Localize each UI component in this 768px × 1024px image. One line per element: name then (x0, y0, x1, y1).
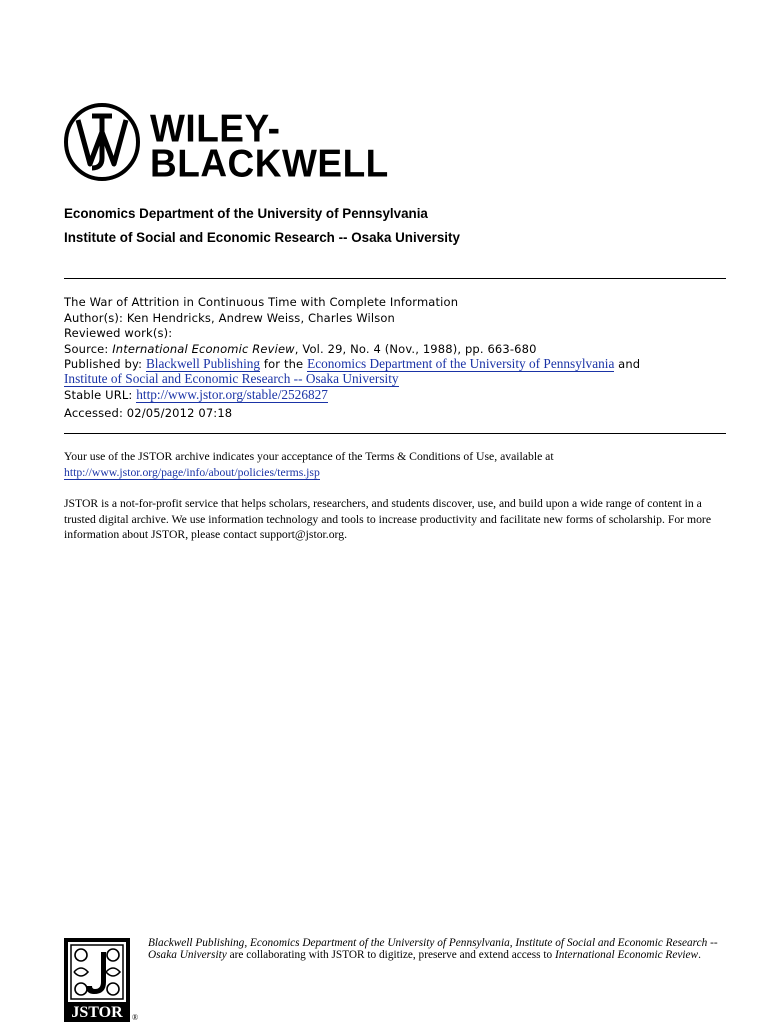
sponsor-line-2: Institute of Social and Economic Research -- Osaka University (64, 230, 460, 245)
authors-value: Ken Hendricks, Andrew Weiss, Charles Wilson (126, 311, 395, 325)
for-the-text: for the (263, 357, 304, 371)
stable-url-line (64, 388, 328, 402)
footer-end: . (698, 948, 701, 961)
article-title: The War of Attrition in Continuous Time with Complete Information (64, 295, 459, 309)
about-paragraph: JSTOR is a not-for-profit service that helps scholars, researchers, and students discover, use, and build upon a wide range of content in a trusted digital archive. We use information technology and tools to increase productivity and facilitate new forms of scholarship. For more information about JSTOR, please contact support@jstor.org. (64, 497, 712, 541)
registered-mark: ® (131, 1013, 139, 1022)
and-text: and (618, 357, 641, 371)
reviewed-works-label: Reviewed work(s): (64, 326, 173, 340)
accessed-label: Accessed: (64, 406, 123, 420)
accessed-value: 02/05/2012 07:18 (126, 406, 233, 420)
authors-label: Author(s): (64, 311, 124, 325)
published-line (64, 357, 640, 371)
terms-text: Your use of the JSTOR archive indicates your acceptance of the Terms & Conditions of Use, available at (64, 450, 554, 463)
published-line-2 (64, 372, 399, 386)
divider-bottom (64, 433, 726, 434)
footer-collaboration-text (148, 938, 748, 961)
stable-url-label: Stable URL: (64, 388, 133, 402)
divider-top (64, 278, 726, 279)
footer-journal: International Economic Review (555, 948, 699, 961)
publisher-logo-line1: WILEY- (150, 106, 281, 150)
published-label: Published by: (64, 357, 143, 371)
publisher-logo-line2: BLACKWELL (150, 141, 389, 185)
footer-orgs: Blackwell Publishing, Economics Department of the University of Pennsylvania, Institute of Social and Economic Research -- Osaka University (148, 937, 718, 961)
publisher-org1-link[interactable]: Economics Department of the University of Pennsylvania (307, 356, 615, 371)
publisher-link[interactable]: Blackwell Publishing (145, 356, 261, 371)
source-details: , Vol. 29, No. 4 (Nov., 1988), pp. 663-680 (294, 342, 537, 356)
publisher-org2-link[interactable]: Institute of Social and Economic Research -- Osaka University (64, 371, 399, 386)
source-line (64, 342, 537, 356)
footer-collab: are collaborating with JSTOR to digitize, preserve and extend access to (226, 948, 555, 961)
source-label: Source: (64, 342, 109, 356)
accessed-line (64, 406, 232, 420)
sponsor-line-1: Economics Department of the University of Pennsylvania (64, 206, 428, 221)
jstor-logo-icon (64, 938, 140, 1022)
wiley-blackwell-monogram-icon (62, 102, 142, 182)
jstor-logo-text: JSTOR (71, 1004, 123, 1021)
source-journal: International Economic Review (112, 342, 295, 356)
terms-paragraph (64, 449, 728, 480)
terms-link[interactable]: http://www.jstor.org/page/info/about/policies/terms.jsp (64, 465, 320, 479)
authors-line (64, 311, 395, 325)
stable-url-link[interactable]: http://www.jstor.org/stable/2526827 (136, 387, 328, 402)
